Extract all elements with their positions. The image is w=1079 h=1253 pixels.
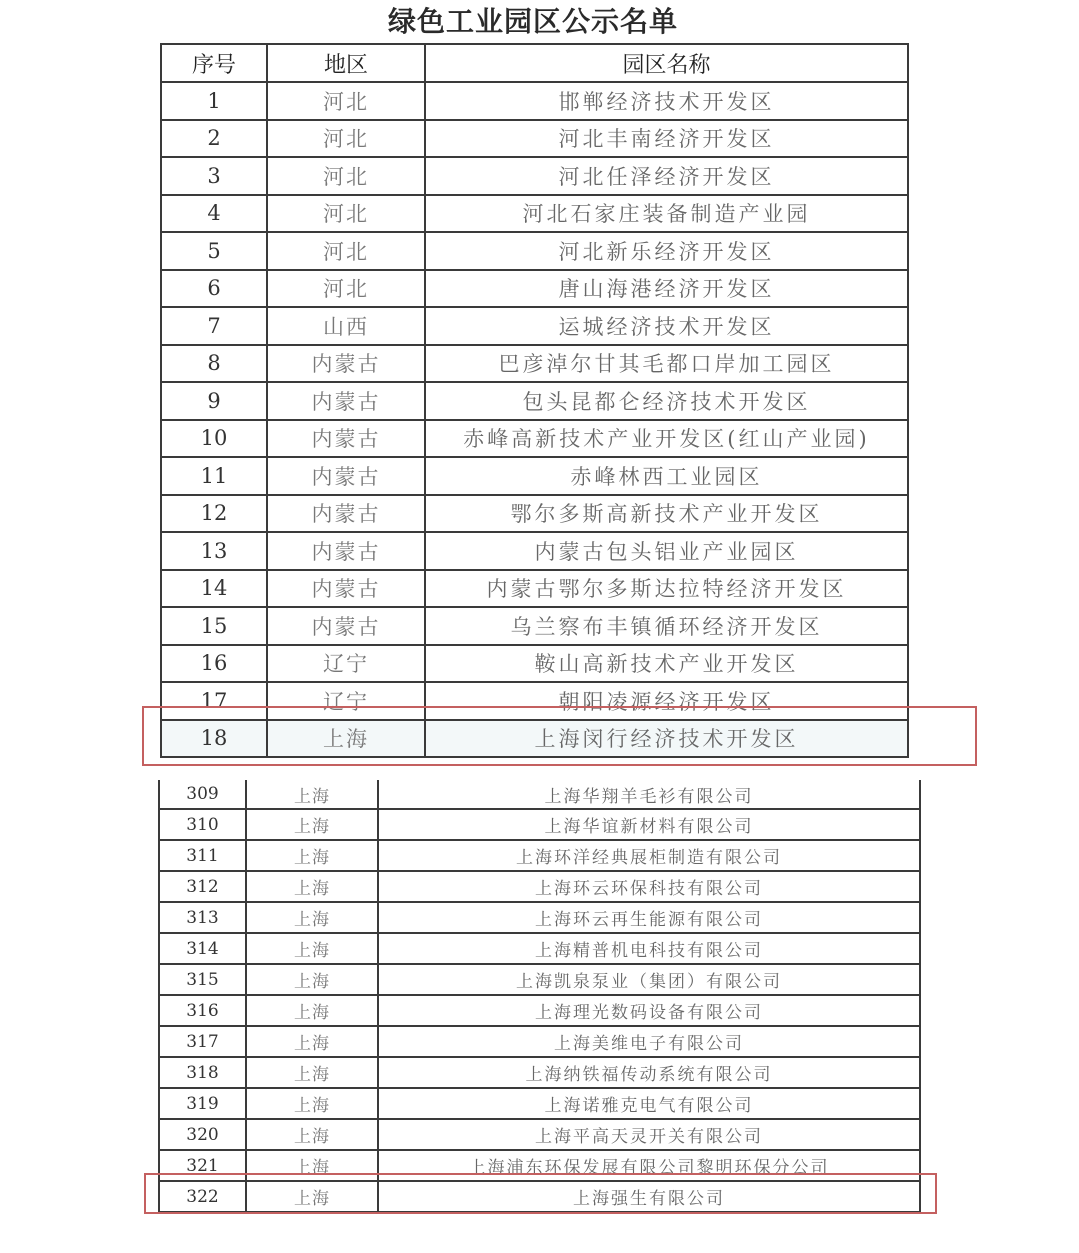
table-row [161, 345, 908, 383]
row-park-name: 巴彦淖尔甘其毛都口岸加工园区 [425, 345, 908, 383]
green-park-table [160, 43, 909, 758]
table-row [159, 995, 920, 1026]
table-row [161, 195, 908, 233]
table-row [161, 607, 908, 645]
row-region: 辽宁 [267, 682, 425, 720]
row-region: 内蒙古 [267, 570, 425, 608]
row-number: 321 [159, 1150, 246, 1181]
row-number: 318 [159, 1057, 246, 1088]
row-park-name: 河北新乐经济开发区 [425, 232, 908, 270]
green-factory-table-excerpt [158, 780, 921, 1213]
row-number: 11 [161, 457, 267, 495]
row-region: 河北 [267, 82, 425, 120]
row-region: 上海 [246, 1088, 378, 1119]
row-number: 8 [161, 345, 267, 383]
row-number: 12 [161, 495, 267, 533]
table-row [161, 270, 908, 308]
row-company-name: 上海华翔羊毛衫有限公司 [378, 780, 920, 809]
row-park-name: 赤峰高新技术产业开发区(红山产业园) [425, 420, 908, 458]
row-region: 上海 [246, 840, 378, 871]
row-park-name: 包头昆都仑经济技术开发区 [425, 382, 908, 420]
row-region: 上海 [246, 1057, 378, 1088]
row-region: 河北 [267, 270, 425, 308]
table-row [161, 307, 908, 345]
table-row [161, 532, 908, 570]
row-number: 17 [161, 682, 267, 720]
row-region: 上海 [246, 902, 378, 933]
table-row [159, 809, 920, 840]
row-number: 317 [159, 1026, 246, 1057]
row-company-name: 上海华谊新材料有限公司 [378, 809, 920, 840]
table-row [161, 570, 908, 608]
header-region: 地区 [267, 44, 425, 82]
row-region: 内蒙古 [267, 532, 425, 570]
table-row [159, 780, 920, 809]
row-region: 上海 [246, 1150, 378, 1181]
row-number: 6 [161, 270, 267, 308]
row-number: 315 [159, 964, 246, 995]
row-company-name: 上海凯泉泵业（集团）有限公司 [378, 964, 920, 995]
row-park-name: 内蒙古鄂尔多斯达拉特经济开发区 [425, 570, 908, 608]
row-company-name: 上海环洋经典展柜制造有限公司 [378, 840, 920, 871]
row-region: 河北 [267, 232, 425, 270]
row-region: 上海 [246, 871, 378, 902]
row-company-name: 上海诺雅克电气有限公司 [378, 1088, 920, 1119]
row-region: 河北 [267, 195, 425, 233]
row-company-name: 上海纳铁福传动系统有限公司 [378, 1057, 920, 1088]
row-park-name: 赤峰林西工业园区 [425, 457, 908, 495]
row-number: 13 [161, 532, 267, 570]
row-number: 1 [161, 82, 267, 120]
row-region: 河北 [267, 157, 425, 195]
table-row [161, 495, 908, 533]
row-region: 内蒙古 [267, 420, 425, 458]
table-header-row [161, 44, 908, 82]
row-number: 16 [161, 645, 267, 683]
row-number: 312 [159, 871, 246, 902]
table-row [159, 902, 920, 933]
row-region: 内蒙古 [267, 495, 425, 533]
row-number: 316 [159, 995, 246, 1026]
row-number: 313 [159, 902, 246, 933]
row-region: 上海 [246, 780, 378, 809]
row-region: 河北 [267, 120, 425, 158]
row-region: 内蒙古 [267, 457, 425, 495]
row-region: 上海 [246, 1119, 378, 1150]
row-region: 上海 [246, 933, 378, 964]
table-row [159, 1057, 920, 1088]
row-number: 15 [161, 607, 267, 645]
row-number: 2 [161, 120, 267, 158]
row-park-name: 乌兰察布丰镇循环经济开发区 [425, 607, 908, 645]
table-row [159, 840, 920, 871]
table-row [159, 871, 920, 902]
row-region: 上海 [246, 1181, 378, 1212]
row-number: 311 [159, 840, 246, 871]
table-row [159, 964, 920, 995]
highlight-box-row-322 [144, 1173, 937, 1214]
row-company-name: 上海精普机电科技有限公司 [378, 933, 920, 964]
row-number: 319 [159, 1088, 246, 1119]
document-title: 绿色工业园区公示名单 [387, 5, 678, 38]
table-row [161, 120, 908, 158]
header-park-name: 园区名称 [425, 44, 908, 82]
row-number: 4 [161, 195, 267, 233]
row-number: 310 [159, 809, 246, 840]
row-region: 辽宁 [267, 645, 425, 683]
row-company-name: 上海美维电子有限公司 [378, 1026, 920, 1057]
row-number: 7 [161, 307, 267, 345]
row-park-name: 河北石家庄装备制造产业园 [425, 195, 908, 233]
row-region: 上海 [246, 809, 378, 840]
table-row [161, 157, 908, 195]
row-park-name: 河北丰南经济开发区 [425, 120, 908, 158]
row-region: 内蒙古 [267, 345, 425, 383]
table-row [161, 645, 908, 683]
row-park-name: 上海闵行经济技术开发区 [425, 720, 908, 758]
row-park-name: 内蒙古包头铝业产业园区 [425, 532, 908, 570]
row-region: 内蒙古 [267, 382, 425, 420]
row-number: 309 [159, 780, 246, 809]
row-number: 10 [161, 420, 267, 458]
row-region: 上海 [246, 964, 378, 995]
row-company-name: 上海理光数码设备有限公司 [378, 995, 920, 1026]
row-park-name: 河北任泽经济开发区 [425, 157, 908, 195]
row-company-name: 上海平高天灵开关有限公司 [378, 1119, 920, 1150]
table-row [159, 1119, 920, 1150]
row-park-name: 鄂尔多斯高新技术产业开发区 [425, 495, 908, 533]
row-number: 14 [161, 570, 267, 608]
highlight-box-row-18 [142, 706, 977, 766]
row-park-name: 鞍山高新技术产业开发区 [425, 645, 908, 683]
table-row [161, 232, 908, 270]
row-region: 上海 [246, 995, 378, 1026]
row-number: 18 [161, 720, 267, 758]
row-number: 314 [159, 933, 246, 964]
row-number: 3 [161, 157, 267, 195]
row-company-name: 上海强生有限公司 [378, 1181, 920, 1212]
row-company-name: 上海环云环保科技有限公司 [378, 871, 920, 902]
row-company-name: 上海环云再生能源有限公司 [378, 902, 920, 933]
row-region: 上海 [246, 1026, 378, 1057]
table-row [161, 82, 908, 120]
row-number: 322 [159, 1181, 246, 1212]
table-row [159, 1088, 920, 1119]
row-number: 5 [161, 232, 267, 270]
header-serial-number: 序号 [161, 44, 267, 82]
table-row [161, 457, 908, 495]
row-park-name: 唐山海港经济开发区 [425, 270, 908, 308]
row-company-name: 上海浦东环保发展有限公司黎明环保分公司 [378, 1150, 920, 1181]
row-number: 9 [161, 382, 267, 420]
row-region: 山西 [267, 307, 425, 345]
row-region: 上海 [267, 720, 425, 758]
row-park-name: 朝阳凌源经济开发区 [425, 682, 908, 720]
table-row [161, 420, 908, 458]
row-park-name: 邯郸经济技术开发区 [425, 82, 908, 120]
row-park-name: 运城经济技术开发区 [425, 307, 908, 345]
row-region: 内蒙古 [267, 607, 425, 645]
table-row [159, 1026, 920, 1057]
table-row [161, 382, 908, 420]
table-row [159, 933, 920, 964]
row-number: 320 [159, 1119, 246, 1150]
